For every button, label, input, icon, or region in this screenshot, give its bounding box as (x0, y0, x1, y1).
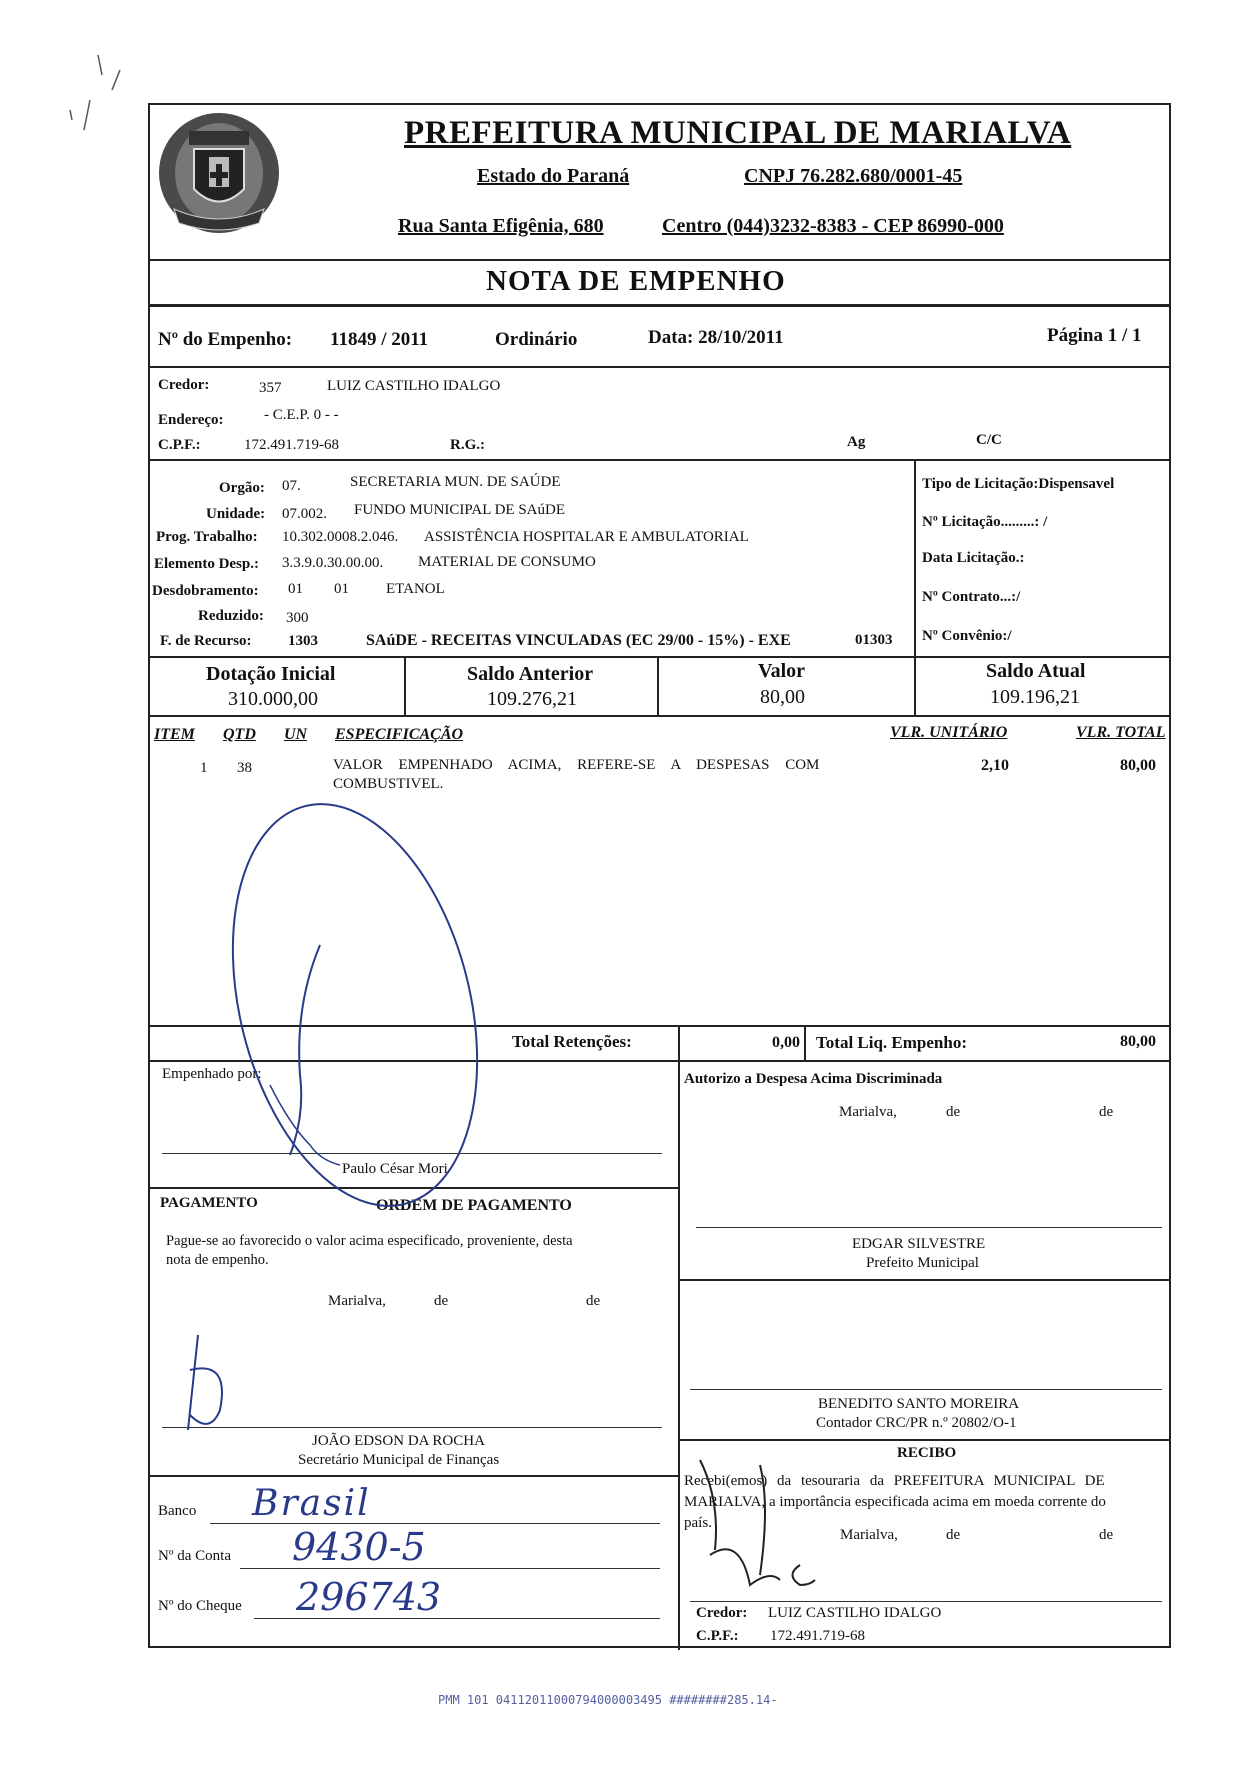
elemento-label: Elemento Desp.: (154, 556, 259, 572)
cheque-label: Nº do Cheque (158, 1598, 242, 1614)
finance-signature-initials (160, 1330, 250, 1440)
pagamento-de2: de (586, 1293, 601, 1309)
numero-contrato: Nº Contrato...:/ (922, 589, 1021, 605)
reduzido-value: 300 (286, 610, 309, 626)
col-item-header: ITEM (154, 726, 195, 743)
row-total-value: 80,00 (1120, 757, 1156, 774)
valor-value: 80,00 (760, 686, 805, 708)
saldo-atual-value: 109.196,21 (990, 686, 1080, 708)
credor-code: 357 (259, 380, 282, 396)
col-unit-header: VLR. UNITÁRIO (890, 724, 1008, 741)
numero-licitacao: Nº Licitação.........: / (922, 514, 1048, 530)
account-label: C/C (976, 432, 1002, 448)
prog-name: ASSISTÊNCIA HOSPITALAR E AMBULATORIAL (424, 529, 749, 545)
page-number: Página 1 / 1 (1047, 325, 1142, 346)
empenho-form (148, 103, 1171, 1648)
col-qtd-header: QTD (223, 726, 256, 743)
recibo-place: Marialva, (840, 1527, 898, 1543)
valor-label: Valor (758, 660, 806, 682)
row-espec-line1: VALOR EMPENHADO ACIMA, REFERE-SE A DESPESAS COM (333, 757, 820, 773)
recibo-cpf-label: C.P.F.: (696, 1628, 739, 1644)
empenho-label: Nº do Empenho: (158, 329, 293, 350)
pagamento-de1: de (434, 1293, 449, 1309)
liquido-value: 80,00 (1120, 1033, 1156, 1050)
recibo-credor-name: LUIZ CASTILHO IDALGO (768, 1605, 942, 1621)
liquido-label: Total Liq. Empenho: (816, 1033, 967, 1052)
orgao-label: Orgão: (219, 480, 265, 496)
row-item: 1 (200, 760, 208, 776)
saldo-anterior-value: 109.276,21 (487, 688, 577, 710)
desdobramento-label: Desdobramento: (152, 583, 259, 599)
elemento-name: MATERIAL DE CONSUMO (418, 554, 596, 570)
empenhado-signer: Paulo César Mori (342, 1161, 448, 1177)
prog-code: 10.302.0008.2.046. (282, 529, 399, 545)
autorizo-signer-role: Prefeito Municipal (866, 1255, 979, 1271)
recurso-code: 1303 (288, 633, 318, 649)
saldo-anterior-label: Saldo Anterior (467, 663, 594, 685)
recibo-de1: de (946, 1527, 961, 1543)
institution-title: PREFEITURA MUNICIPAL DE MARIALVA (404, 115, 1072, 151)
prog-label: Prog. Trabalho: (156, 529, 258, 545)
recibo-credor-label: Credor: (696, 1605, 748, 1621)
empenhado-label: Empenhado por: (162, 1066, 262, 1082)
recibo-cpf-value: 172.491.719-68 (770, 1628, 865, 1644)
cpf-label: C.P.F.: (158, 437, 201, 453)
credor-label: Credor: (158, 377, 210, 393)
ordem-pagamento-label: ORDEM DE PAGAMENTO (376, 1197, 572, 1214)
contador-name: BENEDITO SANTO MOREIRA (818, 1396, 1020, 1412)
row-qtd: 38 (237, 760, 252, 776)
recibo-text-line1: Recebi(emos) da tesouraria da PREFEITURA MUNICIPAL DE (684, 1473, 1105, 1489)
recibo-label: RECIBO (897, 1445, 957, 1461)
footer-control-code: PMM 101 04112011000794000003495 ########285.14- (438, 1693, 778, 1707)
pagamento-text-line2: nota de empenho. (166, 1252, 269, 1268)
rg-label: R.G.: (450, 437, 485, 453)
recurso-code2: 01303 (855, 632, 893, 648)
orgao-code: 07. (282, 478, 301, 494)
orgao-name: SECRETARIA MUN. DE SAÚDE (350, 474, 561, 490)
dotacao-value: 310.000,00 (228, 688, 318, 710)
tipo-licitacao: Tipo de Licitação:Dispensavel (922, 476, 1115, 492)
row-unit-value: 2,10 (981, 757, 1009, 774)
dotacao-label: Dotação Inicial (206, 663, 336, 685)
autorizo-de2: de (1099, 1104, 1114, 1120)
autorizo-label: Autorizo a Despesa Acima Discriminada (684, 1071, 943, 1087)
elemento-code: 3.3.9.0.30.00.00. (282, 555, 384, 571)
data-licitacao: Data Licitação.: (922, 550, 1025, 566)
numero-convenio: Nº Convênio:/ (922, 628, 1012, 644)
pagamento-label: PAGAMENTO (160, 1195, 258, 1211)
banco-label: Banco (158, 1503, 197, 1519)
row-espec-line2: COMBUSTIVEL. (333, 776, 444, 792)
credor-name: LUIZ CASTILHO IDALGO (327, 378, 501, 394)
recurso-name: SAúDE - RECEITAS VINCULADAS (EC 29/00 - 15%) - EXE (366, 632, 791, 649)
credor-signature (690, 1455, 830, 1605)
autorizo-de1: de (946, 1104, 961, 1120)
handwritten-bank: Brasil (252, 1483, 371, 1524)
cnpj-number: CNPJ 76.282.680/0001-45 (744, 165, 963, 187)
recibo-text-line3: país. (684, 1515, 712, 1531)
empenho-date: Data: 28/10/2011 (648, 327, 784, 348)
retencoes-value: 0,00 (772, 1034, 800, 1051)
stray-pen-marks (40, 40, 140, 160)
desdobramento-code2: 01 (334, 581, 349, 597)
pagamento-text-line1: Pague-se ao favorecido o valor acima especificado, proveniente, desta (166, 1233, 573, 1249)
recibo-text-line2: MARIALVA, a importância especificada acima em moeda corrente do (684, 1494, 1106, 1510)
col-total-header: VLR. TOTAL (1076, 724, 1166, 741)
unidade-name: FUNDO MUNICIPAL DE SAúDE (354, 502, 565, 518)
street-address: Rua Santa Efigênia, 680 (398, 215, 604, 237)
unidade-label: Unidade: (206, 506, 266, 522)
retencoes-label: Total Retenções: (512, 1032, 632, 1051)
recurso-label: F. de Recurso: (160, 633, 252, 649)
cpf-value: 172.491.719-68 (244, 437, 339, 453)
recibo-de2: de (1099, 1527, 1114, 1543)
unidade-code: 07.002. (282, 506, 327, 522)
document-title: NOTA DE EMPENHO (486, 265, 786, 297)
autorizo-place: Marialva, (839, 1104, 897, 1120)
desdobramento-name: ETANOL (386, 581, 445, 597)
col-espec-header: ESPECIFICAÇÃO (335, 726, 464, 743)
pagamento-signer-name: JOÃO EDSON DA ROCHA (312, 1433, 485, 1449)
empenho-type: Ordinário (495, 329, 578, 350)
conta-label: Nº da Conta (158, 1548, 231, 1564)
state-name: Estado do Paraná (477, 165, 630, 187)
handwritten-account: 9430-5 (292, 1525, 426, 1569)
autorizo-signer-name: EDGAR SILVESTRE (852, 1236, 986, 1252)
district-phone-cep: Centro (044)3232-8383 - CEP 86990-000 (662, 215, 1004, 237)
contador-role: Contador CRC/PR n.º 20802/O-1 (816, 1415, 1017, 1431)
empenho-number: 11849 / 2011 (330, 329, 429, 350)
pagamento-signer-role: Secretário Municipal de Finanças (298, 1452, 500, 1468)
handwritten-cheque: 296743 (296, 1575, 442, 1619)
reduzido-label: Reduzido: (198, 608, 264, 624)
col-un-header: UN (284, 726, 308, 743)
desdobramento-code1: 01 (288, 581, 303, 597)
saldo-atual-label: Saldo Atual (986, 660, 1086, 682)
endereco-value: - C.E.P. 0 - - (264, 407, 339, 423)
agency-label: Ag (847, 434, 866, 450)
large-oval-signature (150, 105, 1173, 1650)
pagamento-place: Marialva, (328, 1293, 386, 1309)
endereco-label: Endereço: (158, 412, 224, 428)
